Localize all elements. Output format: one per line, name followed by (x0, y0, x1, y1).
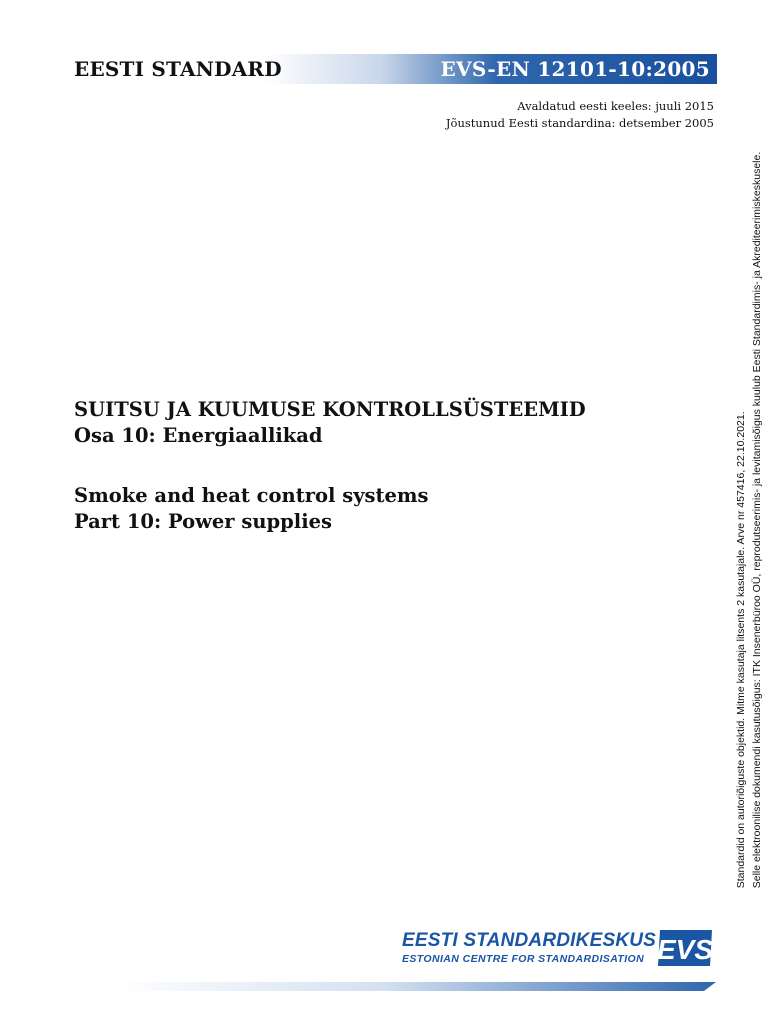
publication-info (446, 98, 714, 132)
evs-logo-text (402, 930, 656, 965)
subtitle-english: Part 10: Power supplies (74, 510, 332, 533)
effective-date: Jõustunud Eesti standardina: detsember 2005 (445, 116, 714, 130)
license-line-2: Selle elektroonilise dokumendi kasutusõigus: ITK Insenerbüroo OÜ, reprodutseerimis- ja levitamisõigus kuulub Eesti Standardimis- ja Akrediteerimiskeskusele. (751, 151, 763, 889)
published-date: Avaldatud eesti keeles: juuli 2015 (517, 99, 714, 113)
license-line-1: Standardid on autoriõiguste objektid. Mitme kasutaja litsents 2 kasutajale. Arve nr 457416, 22.10.2021. (735, 411, 747, 889)
standard-label: EESTI STANDARD (74, 57, 282, 81)
subtitle-estonian: Osa 10: Energiaallikad (74, 424, 323, 447)
document-titles (74, 397, 586, 535)
standard-code: EVS-EN 12101-10:2005 (440, 57, 710, 81)
evs-logo-icon (656, 928, 714, 968)
logo-english-name: ESTONIAN CENTRE FOR STANDARDISATION (402, 953, 645, 965)
title-estonian: SUITSU JA KUUMUSE KONTROLLSÜSTEEMID (74, 398, 586, 421)
title-english: Smoke and heat control systems (74, 484, 429, 507)
bottom-bar (112, 982, 716, 991)
license-notice (733, 152, 765, 889)
logo-mark-text: EVS (656, 934, 714, 965)
logo-name: EESTI STANDARDIKESKUS (402, 930, 657, 951)
